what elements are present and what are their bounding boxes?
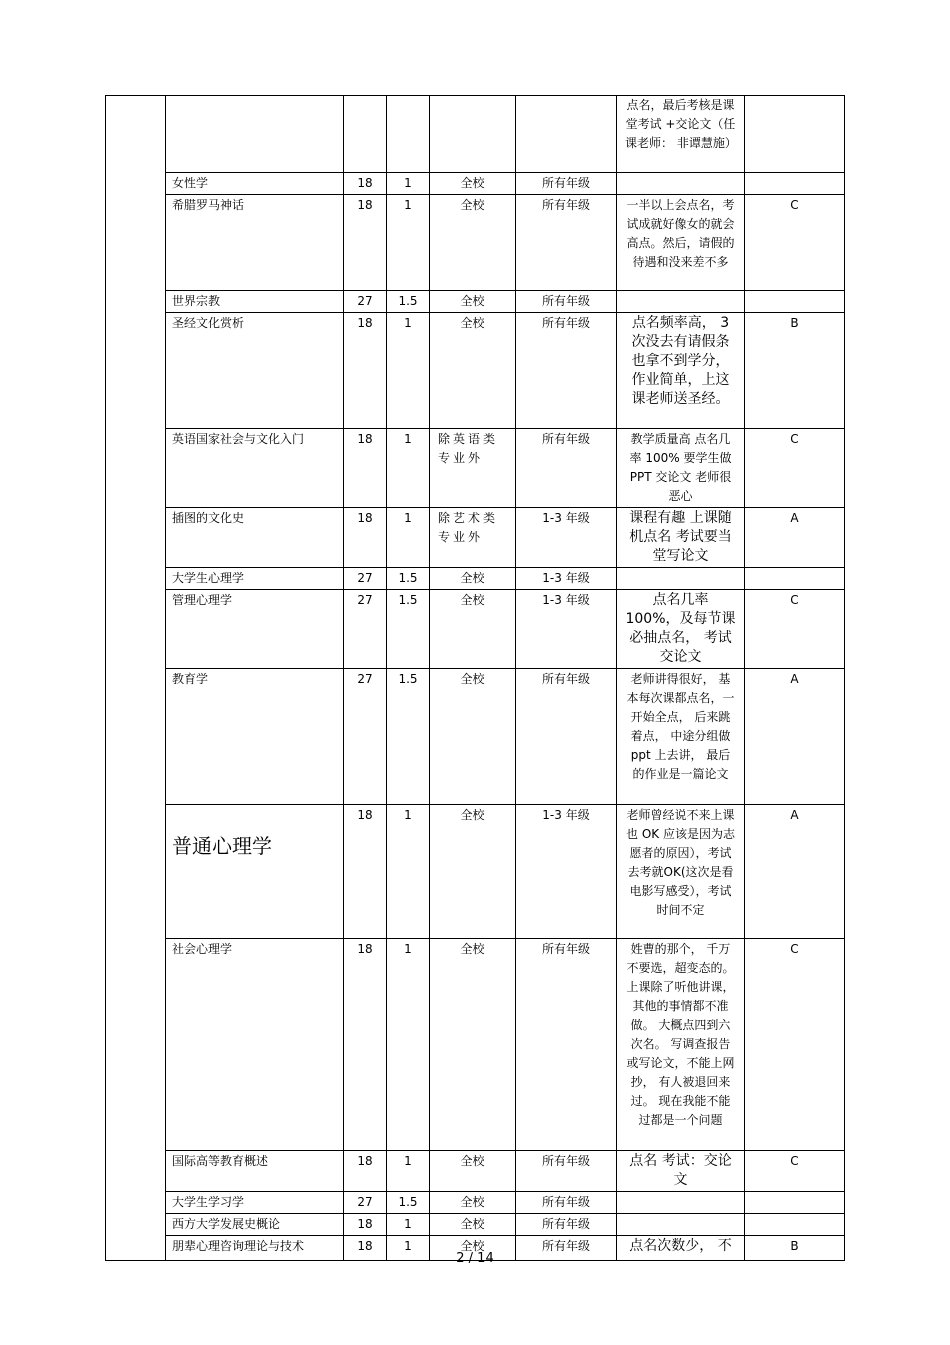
course-name: 世界宗教 bbox=[166, 291, 344, 313]
course-credit: 1 bbox=[387, 805, 430, 939]
course-credit: 1 bbox=[387, 939, 430, 1151]
course-comment: 一半以上会点名，考试成就好像女的就会高点。然后，请假的待遇和没来差不多 bbox=[617, 195, 745, 291]
course-name: 管理心理学 bbox=[166, 590, 344, 669]
course-name: 希腊罗马神话 bbox=[166, 195, 344, 291]
course-grade: 所有年级 bbox=[516, 939, 617, 1151]
table-row bbox=[106, 508, 845, 568]
table-row bbox=[106, 96, 845, 173]
course-scope: 全校 bbox=[430, 590, 516, 669]
course-hours: 18 bbox=[344, 195, 387, 291]
course-scope: 全校 bbox=[430, 173, 516, 195]
course-comment: 点名 考试：交论文 bbox=[617, 1151, 745, 1192]
course-rating: C bbox=[745, 939, 845, 1151]
course-credit: 1 bbox=[387, 195, 430, 291]
course-scope: 全校 bbox=[430, 669, 516, 805]
course-rating bbox=[745, 1214, 845, 1236]
course-scope: 全校 bbox=[430, 291, 516, 313]
course-rating: C bbox=[745, 195, 845, 291]
course-credit: 1 bbox=[387, 1151, 430, 1192]
course-scope: 全校 bbox=[430, 195, 516, 291]
course-comment bbox=[617, 568, 745, 590]
course-grade: 所有年级 bbox=[516, 173, 617, 195]
table-row bbox=[106, 1214, 845, 1236]
course-hours: 18 bbox=[344, 939, 387, 1151]
course-credit: 1.5 bbox=[387, 669, 430, 805]
course-scope: 除英语类专业外 bbox=[430, 429, 516, 508]
course-grade: 所有年级 bbox=[516, 1192, 617, 1214]
course-hours: 27 bbox=[344, 590, 387, 669]
course-comment: 老师讲得很好， 基本每次课都点名，一开始全点， 后来跳着点， 中途分组做 ppt 上去讲， 最后的作业是一篇论文 bbox=[617, 669, 745, 805]
course-name: 大学生心理学 bbox=[166, 568, 344, 590]
table-row bbox=[106, 195, 845, 291]
course-scope: 全校 bbox=[430, 568, 516, 590]
course-scope: 全校 bbox=[430, 1214, 516, 1236]
course-rating bbox=[745, 1192, 845, 1214]
course-scope: 全校 bbox=[430, 1151, 516, 1192]
course-grade: 1-3 年级 bbox=[516, 568, 617, 590]
course-grade: 所有年级 bbox=[516, 669, 617, 805]
course-grade: 1-3 年级 bbox=[516, 590, 617, 669]
course-rating: A bbox=[745, 508, 845, 568]
course-scope: 全校 bbox=[430, 1192, 516, 1214]
course-name: 教育学 bbox=[166, 669, 344, 805]
course-rating bbox=[745, 568, 845, 590]
course-credit: 1.5 bbox=[387, 568, 430, 590]
course-name: 圣经文化赏析 bbox=[166, 313, 344, 429]
course-name: 朋辈心理咨询理论与技术 bbox=[166, 1236, 344, 1261]
course-hours: 18 bbox=[344, 805, 387, 939]
table-row bbox=[106, 669, 845, 805]
course-grade: 所有年级 bbox=[516, 1151, 617, 1192]
course-name: 普通心理学 bbox=[166, 805, 344, 939]
course-table bbox=[105, 95, 845, 1261]
course-name: 女性学 bbox=[166, 173, 344, 195]
course-comment: 点名次数少， 不 bbox=[617, 1236, 745, 1261]
course-grade: 所有年级 bbox=[516, 313, 617, 429]
course-credit: 1 bbox=[387, 1214, 430, 1236]
course-credit: 1.5 bbox=[387, 291, 430, 313]
course-hours: 18 bbox=[344, 1236, 387, 1261]
course-credit: 1 bbox=[387, 173, 430, 195]
course-grade: 1-3 年级 bbox=[516, 805, 617, 939]
course-hours: 18 bbox=[344, 173, 387, 195]
course-credit: 1 bbox=[387, 313, 430, 429]
course-hours: 18 bbox=[344, 429, 387, 508]
course-name: 社会心理学 bbox=[166, 939, 344, 1151]
course-rating bbox=[745, 291, 845, 313]
course-scope: 全校 bbox=[430, 939, 516, 1151]
course-credit: 1 bbox=[387, 1236, 430, 1261]
course-credit: 1 bbox=[387, 508, 430, 568]
course-hours: 18 bbox=[344, 1214, 387, 1236]
course-comment: 老师曾经说不来上课也 OK 应该是因为志愿者的原因），考试去考就OK(这次是看电影写感受），考试时间不定 bbox=[617, 805, 745, 939]
table-row bbox=[106, 805, 845, 939]
course-scope bbox=[430, 96, 516, 173]
course-comment: 点名几率 100%，及每节课必抽点名， 考试交论文 bbox=[617, 590, 745, 669]
table-row bbox=[106, 590, 845, 669]
course-credit: 1.5 bbox=[387, 590, 430, 669]
course-hours: 27 bbox=[344, 669, 387, 805]
course-hours: 18 bbox=[344, 1151, 387, 1192]
course-comment: 姓曹的那个， 千万不要选，超变态的。上课除了听他讲课， 其他的事情都不准做。 大概点四到六次名。 写调查报告或写论文，不能上网抄， 有人被退回来过。 现在我能不能过都是一个问题 bbox=[617, 939, 745, 1151]
course-grade: 所有年级 bbox=[516, 195, 617, 291]
course-rating: C bbox=[745, 429, 845, 508]
course-comment bbox=[617, 1192, 745, 1214]
course-name: 英语国家社会与文化入门 bbox=[166, 429, 344, 508]
course-comment: 课程有趣 上课随机点名 考试要当堂写论文 bbox=[617, 508, 745, 568]
category-cell bbox=[106, 96, 166, 1261]
course-scope: 全校 bbox=[430, 805, 516, 939]
table-row bbox=[106, 939, 845, 1151]
table-row bbox=[106, 173, 845, 195]
course-scope: 全校 bbox=[430, 1236, 516, 1261]
course-hours: 27 bbox=[344, 291, 387, 313]
course-hours: 27 bbox=[344, 1192, 387, 1214]
course-rating: A bbox=[745, 805, 845, 939]
course-rating: B bbox=[745, 313, 845, 429]
table-row bbox=[106, 1192, 845, 1214]
course-rating: A bbox=[745, 669, 845, 805]
course-credit: 1 bbox=[387, 429, 430, 508]
course-comment bbox=[617, 291, 745, 313]
course-name: 大学生学习学 bbox=[166, 1192, 344, 1214]
course-grade: 所有年级 bbox=[516, 291, 617, 313]
course-scope: 全校 bbox=[430, 313, 516, 429]
course-comment: 点名频率高， 3次没去有请假条也拿不到学分，作业简单，上这课老师送圣经。 bbox=[617, 313, 745, 429]
course-hours bbox=[344, 96, 387, 173]
table-row bbox=[106, 313, 845, 429]
table-row bbox=[106, 568, 845, 590]
course-credit bbox=[387, 96, 430, 173]
course-credit: 1.5 bbox=[387, 1192, 430, 1214]
course-comment bbox=[617, 1214, 745, 1236]
course-rating bbox=[745, 96, 845, 173]
course-rating: C bbox=[745, 1151, 845, 1192]
course-hours: 18 bbox=[344, 313, 387, 429]
course-grade: 1-3 年级 bbox=[516, 508, 617, 568]
course-grade: 所有年级 bbox=[516, 1214, 617, 1236]
course-rating bbox=[745, 173, 845, 195]
course-name bbox=[166, 96, 344, 173]
course-comment: 点名，最后考核是课堂考试 +交论文（任课老师： 非谭慧施） bbox=[617, 96, 745, 173]
course-scope: 除艺术类专业外 bbox=[430, 508, 516, 568]
course-rating: B bbox=[745, 1236, 845, 1261]
table-row bbox=[106, 429, 845, 508]
course-grade: 所有年级 bbox=[516, 1236, 617, 1261]
table-row bbox=[106, 1151, 845, 1192]
course-hours: 18 bbox=[344, 508, 387, 568]
course-grade: 所有年级 bbox=[516, 429, 617, 508]
course-rating: C bbox=[745, 590, 845, 669]
page-number: 2 / 14 bbox=[456, 1251, 494, 1266]
course-comment bbox=[617, 173, 745, 195]
course-name: 国际高等教育概述 bbox=[166, 1151, 344, 1192]
course-comment: 教学质量高 点名几率 100% 要学生做 PPT 交论文 老师很恶心 bbox=[617, 429, 745, 508]
course-name: 插图的文化史 bbox=[166, 508, 344, 568]
course-hours: 27 bbox=[344, 568, 387, 590]
course-name: 西方大学发展史概论 bbox=[166, 1214, 344, 1236]
table-row bbox=[106, 291, 845, 313]
course-grade bbox=[516, 96, 617, 173]
